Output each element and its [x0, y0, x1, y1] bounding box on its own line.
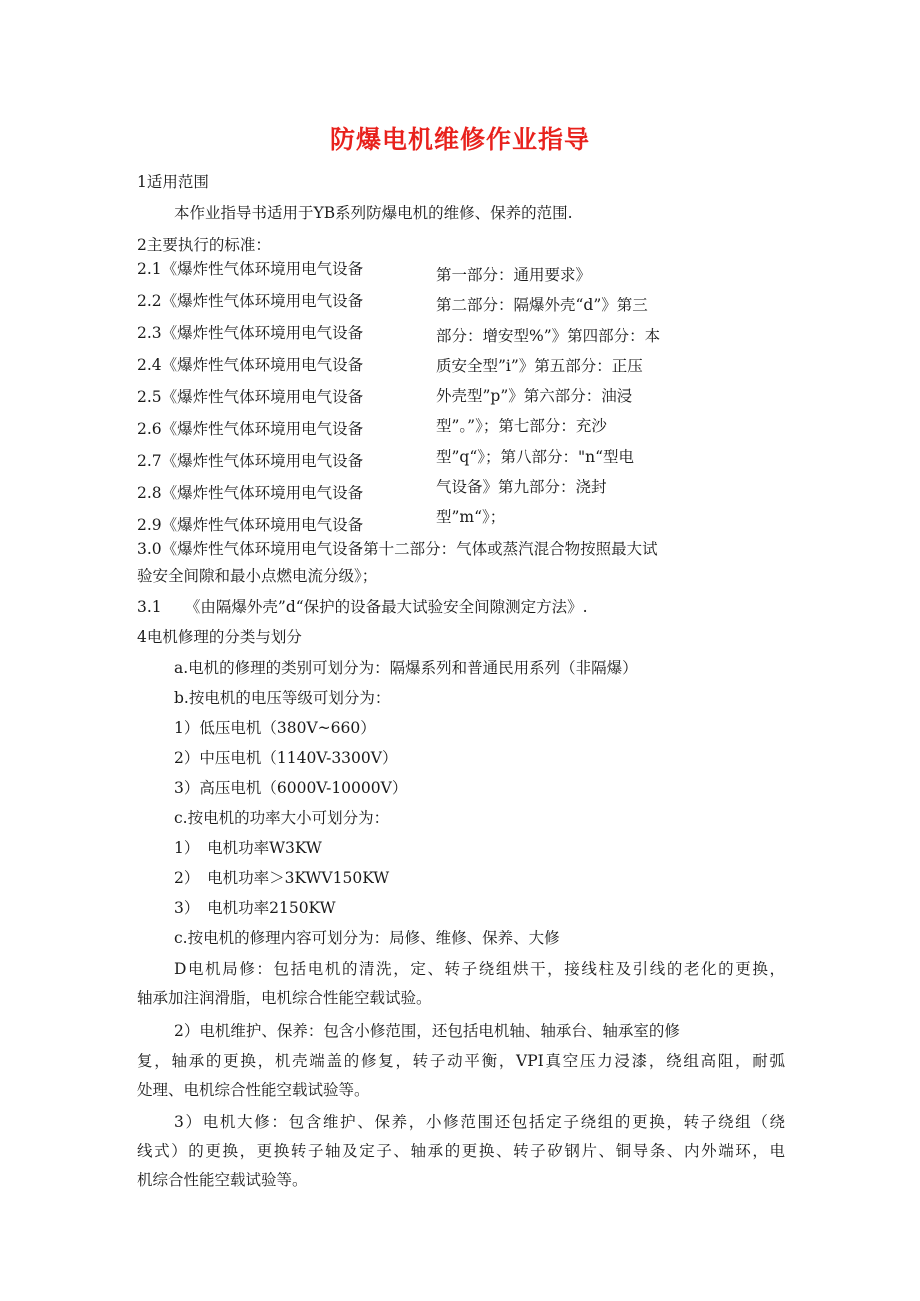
voltage-item-3: 3）高压电机（6000V-10000V）: [174, 779, 408, 797]
section-1-body: 本作业指导书适用于YB系列防爆电机的维修、保养的范围.: [174, 204, 573, 222]
partial-repair-line-1: D电机局修：包括电机的清洗，定、转子绕组烘干，接线柱及引线的老化的更换，: [174, 960, 785, 978]
power-item-3: 3） 电机功率2150KW: [174, 899, 336, 917]
standard-item-2-7: 2.7《爆炸性气体环境用电气设备: [137, 452, 364, 470]
standard-item-2-4: 2.4《爆炸性气体环境用电气设备: [137, 356, 364, 374]
power-item-2: 2） 电机功率＞3KWV150KW: [174, 869, 390, 887]
standard-item-2-5: 2.5《爆炸性气体环境用电气设备: [137, 388, 364, 406]
standard-item-2-9: 2.9《爆炸性气体环境用电气设备: [137, 516, 364, 534]
document-title: 防爆电机维修作业指导: [329, 125, 590, 154]
partial-repair-line-2: 轴承加注润滑脂，电机综合性能空载试验。: [137, 989, 432, 1007]
section-1-heading: 1适用范围: [137, 173, 209, 191]
standard-item-3-0-line-1: 3.0《爆炸性气体环境用电气设备第十二部分：气体或蒸汽混合物按照最大试: [137, 540, 658, 558]
maintenance-line-3: 处理、电机综合性能空载试验等。: [137, 1081, 370, 1099]
classification-b: b.按电机的电压等级可划分为：: [174, 689, 391, 707]
overhaul-line-2: 线式）的更换，更换转子轴及定子、轴承的更换、转子矽钢片、铜导条、内外端环，电: [137, 1142, 785, 1160]
maintenance-line-1: 2）电机维护、保养：包含小修范围，还包括电机轴、轴承台、轴承室的修: [174, 1022, 680, 1040]
classification-c-content: c.按电机的修理内容可划分为：局修、维修、保养、大修: [174, 929, 560, 947]
standard-part-line-7: 型”q“》；第八部分："n“型电: [436, 448, 635, 466]
standard-item-2-6: 2.6《爆炸性气体环境用电气设备: [137, 420, 364, 438]
standard-part-line-8: 气设备》第九部分：浇封: [436, 478, 607, 496]
standard-item-3-1: 3.1 《由隔爆外壳”d“保护的设备最大试验安全间隙测定方法》.: [137, 598, 588, 616]
standard-part-line-6: 型”。”》；第七部分：充沙: [436, 417, 607, 435]
section-2-heading: 2主要执行的标准：: [137, 236, 271, 254]
section-4-heading: 4电机修理的分类与划分: [137, 628, 302, 646]
standard-part-line-9: 型”m“》；: [436, 508, 506, 526]
voltage-item-2: 2）中压电机（1140V-3300V）: [174, 749, 398, 767]
standard-item-2-8: 2.8《爆炸性气体环境用电气设备: [137, 484, 364, 502]
maintenance-line-2: 复，轴承的更换，机壳端盖的修复，转子动平衡，VPI真空压力浸漆，绕组高阻，耐弧: [137, 1052, 785, 1070]
standard-part-line-4: 质安全型”i”》第五部分：正压: [436, 357, 643, 375]
standard-item-2-3: 2.3《爆炸性气体环境用电气设备: [137, 324, 364, 342]
voltage-item-1: 1）低压电机（380V~660）: [174, 719, 376, 737]
overhaul-line-3: 机综合性能空载试验等。: [137, 1171, 308, 1189]
standard-item-3-0-line-2: 验安全间隙和最小点燃电流分级》；: [137, 567, 378, 585]
standard-part-line-2: 第二部分：隔爆外壳“d”》第三: [436, 296, 648, 314]
standard-part-line-3: 部分：增安型%”》第四部分：本: [436, 327, 661, 345]
classification-c-power: c.按电机的功率大小可划分为：: [174, 809, 390, 827]
power-item-1: 1） 电机功率W3KW: [174, 839, 322, 857]
classification-a: a.电机的修理的类别可划分为：隔爆系列和普通民用系列（非隔爆）: [174, 659, 638, 677]
standard-part-line-1: 第一部分：通用要求》: [436, 266, 592, 284]
overhaul-line-1: 3）电机大修：包含维护、保养，小修范围还包括定子绕组的更换，转子绕组（绕: [174, 1113, 785, 1131]
standard-part-line-5: 外壳型”p”》第六部分：油浸: [436, 387, 633, 405]
standard-item-2-2: 2.2《爆炸性气体环境用电气设备: [137, 292, 364, 310]
standard-item-2-1: 2.1《爆炸性气体环境用电气设备: [137, 260, 364, 278]
